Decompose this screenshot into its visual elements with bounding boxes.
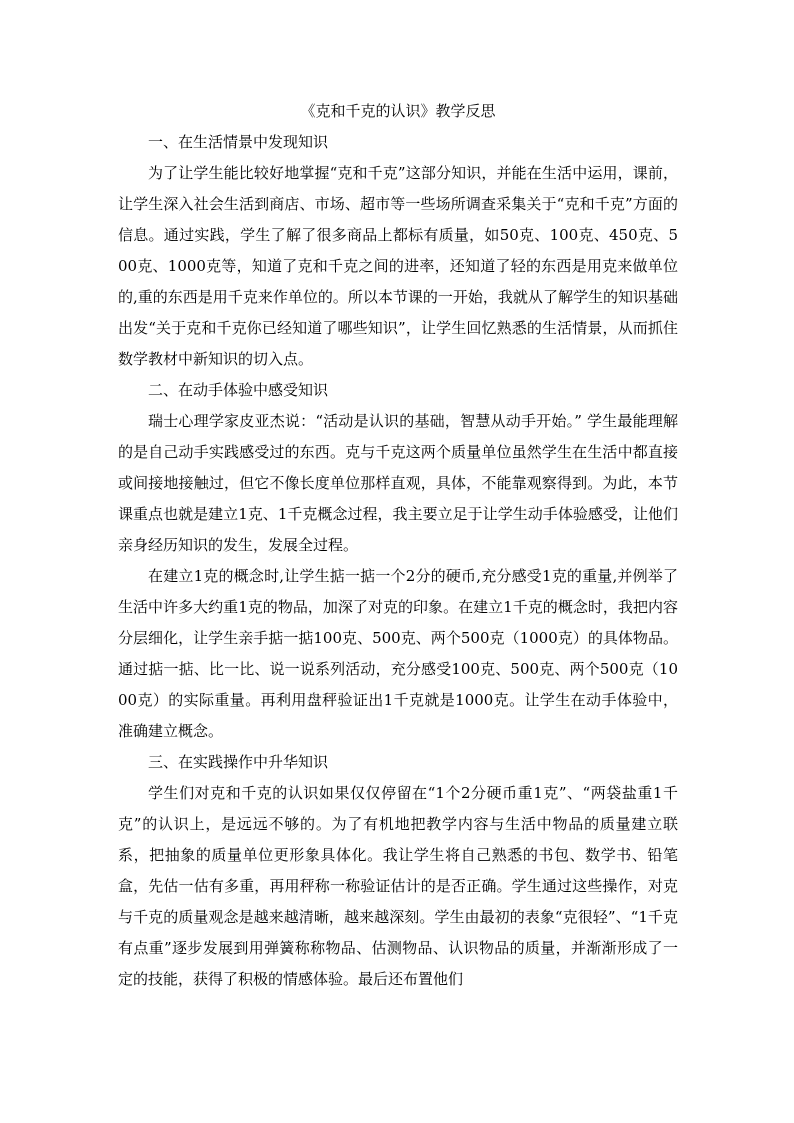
document-title: 《克和千克的认识》教学反思 <box>300 102 496 120</box>
document-page <box>118 96 678 995</box>
section-3-paragraph-1: 学生们对克和千克的认识如果仅仅停留在“1个2分硬币重1克”、“两袋盐重1千克”的认识上，是远远不够的。为了有机地把教学内容与生活中物品的质量建立联系，把抽象的质量单位更形象具体化。我让学生将自己熟悉的书包、数学书、铅笔盒，先估一估有多重，再用秤称一称验证估计的是否正确。学生通过这些操作，对克与千克的质量观念是越来越清晰，越来越深刻。学生由最初的表象“克很轻”、“1千克有点重”逐步发展到用弹簧称称物品、估测物品、认识物品的质量，并渐渐形成了一定的技能，获得了积极的情感体验。最后还布置他们 <box>118 784 678 988</box>
section-1-paragraph-1: 为了让学生能比较好地掌握“克和千克”这部分知识，并能在生活中运用，课前，让学生深入社会生活到商店、市场、超市等一些场所调查采集关于“克和千克”方面的信息。通过实践，学生了解了很多商品上都标有质量，如50克、100克、450克、500克、1000克等，知道了克和千克之间的进率，还知道了轻的东西是用克来做单位的,重的东西是用千克来作单位的。所以本节课的一开始，我就从了解学生的知识基础出发“关于克和千克你已经知道了哪些知识”，让学生回忆熟悉的生活情景，从而抓住数学教材中新知识的切入点。 <box>118 164 678 368</box>
section-heading-2: 二、在动手体验中感受知识 <box>148 381 329 399</box>
section-heading-3: 三、在实践操作中升华知识 <box>148 753 329 771</box>
section-2-paragraph-1: 瑞士心理学家皮亚杰说：“活动是认识的基础，智慧从动手开始。” 学生最能理解的是自己动手实践感受过的东西。克与千克这两个质量单位虽然学生在生活中都直接或间接地接触过，但它不像长度单位那样直观，具体，不能靠观察得到。为此，本节课重点也就是建立1克、1千克概念过程，我主要立足于让学生动手体验感受，让他们亲身经历知识的发生，发展全过程。 <box>118 412 678 554</box>
section-2-paragraph-2: 在建立1克的概念时,让学生掂一掂一个2分的硬币,充分感受1克的重量,并例举了生活中许多大约重1克的物品，加深了对克的印象。在建立1千克的概念时，我把内容分层细化，让学生亲手掂一掂100克、500克、两个500克（1000克）的具体物品。通过掂一掂、比一比、说一说系列活动，充分感受100克、500克、两个500克（1000克）的实际重量。再利用盘秤验证出1千克就是1000克。让学生在动手体验中，准确建立概念。 <box>118 567 678 740</box>
section-heading-1: 一、在生活情景中发现知识 <box>148 133 329 151</box>
